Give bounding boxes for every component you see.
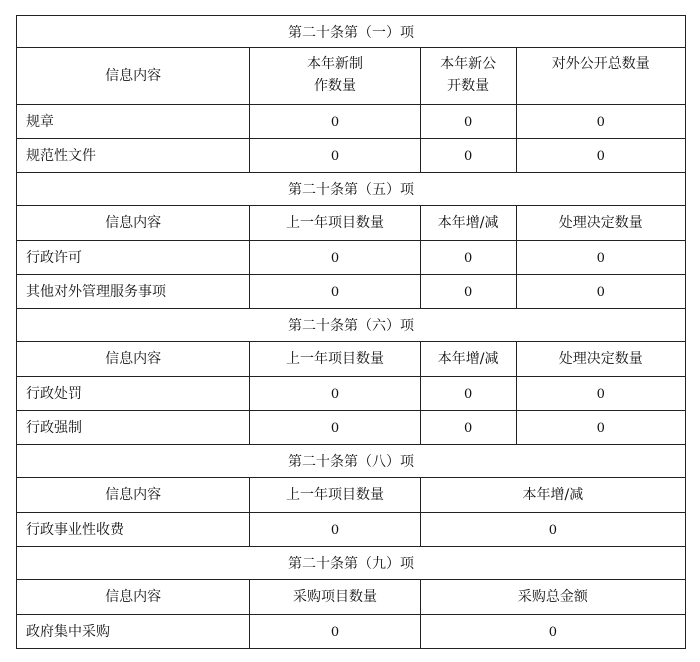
header-row [16, 342, 686, 377]
value-cell: 0 [596, 285, 605, 300]
value-cell: 0 [421, 411, 517, 444]
header-cell: 处理决定数量 [558, 351, 643, 367]
header-cell: 本年增/减 [421, 342, 517, 376]
table-row [16, 105, 686, 139]
value-cell: 0 [596, 421, 605, 436]
value-cell: 0 [548, 625, 558, 640]
value-cell: 0 [421, 105, 517, 138]
header-cell: 采购项目数量 [250, 580, 420, 614]
header-cell: 本年新公 开数量 [421, 48, 517, 104]
header-cell: 采购总金额 [517, 589, 588, 605]
header-cell: 上一年项目数量 [250, 478, 420, 512]
value-cell: 0 [250, 615, 420, 648]
row-label: 规范性文件 [17, 139, 250, 172]
section-title: 第二十条第（一）项 [288, 24, 414, 41]
header-cell: 信息内容 [17, 478, 250, 512]
section-title-row [16, 15, 686, 48]
header-cell: 信息内容 [17, 342, 250, 376]
table-row [16, 377, 686, 411]
header-row [16, 48, 686, 105]
section-title-row [16, 547, 686, 580]
table-row [16, 241, 686, 275]
section-title-row [16, 173, 686, 206]
value-cell: 0 [596, 149, 605, 164]
header-row [16, 206, 686, 241]
value-cell: 0 [250, 241, 420, 274]
row-label: 行政许可 [17, 241, 250, 274]
header-cell: 信息内容 [17, 48, 250, 104]
header-cell: 信息内容 [17, 580, 250, 614]
section-title-row [16, 309, 686, 342]
header-cell: 信息内容 [17, 206, 250, 240]
value-cell: 0 [421, 139, 517, 172]
header-cell: 本年增/减 [522, 487, 584, 503]
value-cell: 0 [250, 411, 420, 444]
row-label: 政府集中采购 [17, 615, 250, 648]
table-row [16, 275, 686, 309]
table-row [16, 615, 686, 649]
table-row [16, 411, 686, 445]
value-cell: 0 [250, 105, 420, 138]
header-cell: 上一年项目数量 [250, 342, 420, 376]
section-title: 第二十条第（九）项 [288, 556, 414, 572]
value-cell: 0 [596, 115, 605, 130]
value-cell: 0 [421, 241, 517, 274]
row-label: 规章 [17, 105, 250, 138]
row-label: 行政事业性收费 [17, 513, 250, 546]
header-row [16, 478, 686, 513]
value-cell: 0 [421, 275, 517, 308]
value-cell: 0 [596, 387, 605, 402]
value-cell: 0 [250, 139, 420, 172]
header-cell: 本年新制 作数量 [250, 48, 420, 104]
header-cell: 对外公开总数量 [551, 56, 650, 72]
section-title: 第二十条第（八）项 [288, 454, 414, 470]
value-cell: 0 [250, 275, 420, 308]
row-label: 行政强制 [17, 411, 250, 444]
value-cell: 0 [548, 523, 558, 538]
value-cell: 0 [250, 377, 420, 410]
table-row [16, 139, 686, 173]
header-cell: 上一年项目数量 [250, 206, 420, 240]
disclosure-table [16, 15, 686, 649]
section-title: 第二十条第（六）项 [288, 318, 414, 334]
value-cell: 0 [596, 251, 605, 266]
header-cell: 处理决定数量 [558, 215, 643, 231]
row-label: 行政处罚 [17, 377, 250, 410]
value-cell: 0 [250, 513, 420, 546]
table-row [16, 513, 686, 547]
section-title: 第二十条第（五）项 [288, 182, 414, 198]
value-cell: 0 [421, 377, 517, 410]
header-row [16, 580, 686, 615]
section-title-row [16, 445, 686, 478]
row-label: 其他对外管理服务事项 [17, 275, 250, 308]
header-cell: 本年增/减 [421, 206, 517, 240]
